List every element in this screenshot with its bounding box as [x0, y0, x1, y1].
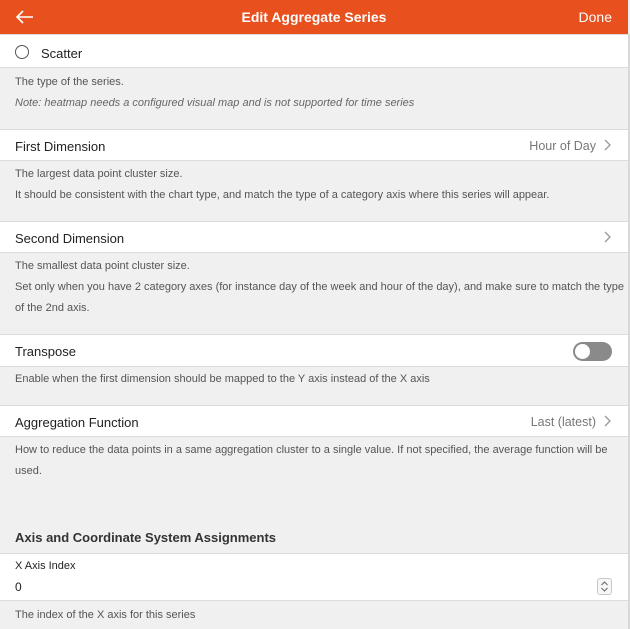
first-dimension-label: First Dimension [15, 139, 106, 154]
second-dimension-label: Second Dimension [15, 231, 125, 246]
x-axis-index-label: X Axis Index [15, 560, 76, 572]
aggregation-function-value: Last (latest) [530, 415, 596, 429]
second-dimension-desc-line1: The smallest data point cluster size. [15, 260, 190, 272]
first-dimension-desc-line1: The largest data point cluster size. [15, 168, 183, 180]
series-type-option-row[interactable] [0, 34, 628, 68]
series-type-option-label: Scatter [41, 46, 83, 61]
series-type-description: The type of the series. [15, 76, 124, 88]
first-dimension-row[interactable] [0, 129, 628, 161]
chevron-right-icon [602, 231, 612, 243]
transpose-label: Transpose [15, 344, 76, 359]
app-header [0, 0, 628, 34]
transpose-description: Enable when the first dimension should be mapped to the Y axis instead of the X axis [15, 373, 430, 385]
x-axis-index-row [0, 553, 628, 601]
x-axis-index-input[interactable]: 0 [15, 580, 22, 594]
series-type-description-block [15, 72, 625, 114]
second-dimension-description-block [15, 256, 625, 319]
second-dimension-desc-line2: Set only when you have 2 category axes (for instance day of the week and hour of the day), and make sure to match the type of the 2nd axis. [15, 281, 625, 314]
page-title: Edit Aggregate Series [241, 9, 387, 25]
chevron-right-icon [602, 415, 612, 427]
toggle-knob [575, 344, 590, 359]
aggregation-function-description: How to reduce the data points in a same aggregation cluster to a single value. If not specified, the average function will be used. [15, 444, 608, 477]
aggregation-function-row[interactable] [0, 405, 628, 437]
stepper-arrows-icon [598, 579, 611, 594]
transpose-toggle[interactable] [573, 342, 612, 361]
aggregation-function-label: Aggregation Function [15, 415, 139, 430]
radio-button[interactable] [15, 45, 29, 59]
series-type-note: Note: heatmap needs a configured visual map and is not supported for time series [15, 97, 415, 109]
x-axis-index-description: The index of the X axis for this series [15, 609, 196, 621]
x-axis-index-stepper[interactable] [597, 578, 612, 595]
chevron-right-icon [602, 139, 612, 151]
done-button[interactable]: Done [578, 9, 612, 25]
axis-section-title: Axis and Coordinate System Assignments [15, 530, 277, 545]
first-dimension-value: Hour of Day [529, 139, 596, 153]
first-dimension-description-block [15, 164, 625, 206]
second-dimension-row[interactable] [0, 221, 628, 253]
first-dimension-desc-line2: It should be consistent with the chart type, and match the type of a category axis where this series will appear. [15, 189, 550, 201]
transpose-row [0, 334, 628, 367]
